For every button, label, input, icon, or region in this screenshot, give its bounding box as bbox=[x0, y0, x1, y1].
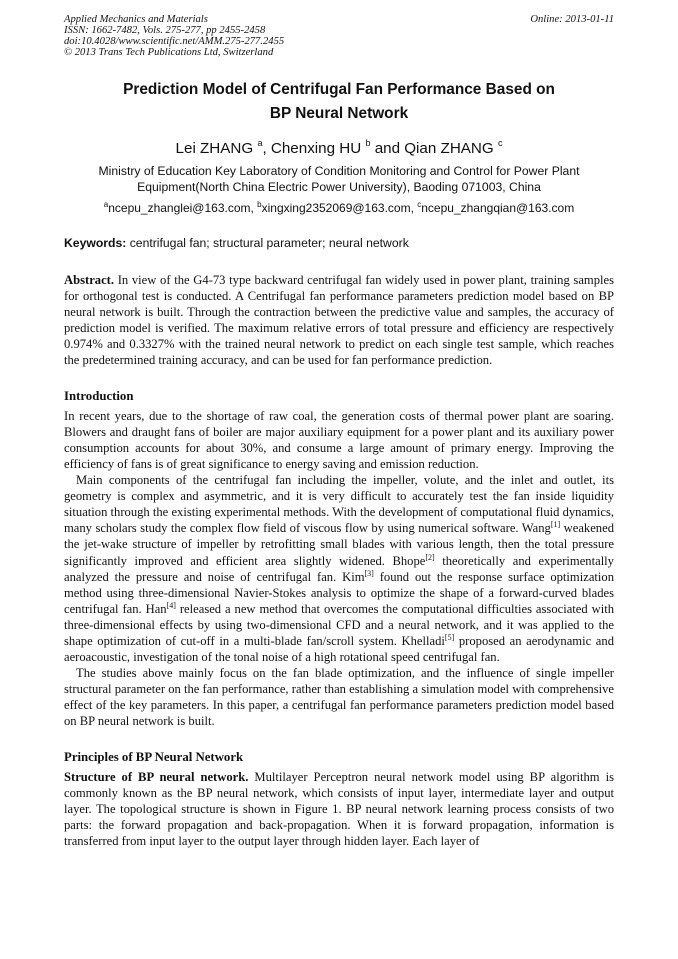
keywords-label: Keywords: bbox=[64, 236, 127, 250]
title-line-2: BP Neural Network bbox=[269, 105, 409, 122]
affiliation bbox=[64, 163, 614, 195]
author-1: Lei ZHANG bbox=[175, 140, 254, 158]
author-list bbox=[64, 139, 614, 157]
citation-3: [3] bbox=[364, 568, 374, 578]
citation-1: [1] bbox=[550, 520, 561, 530]
citation-5: [5] bbox=[444, 632, 455, 642]
abstract bbox=[64, 272, 614, 369]
keywords bbox=[64, 236, 614, 250]
keywords-text: centrifugal fan; structural parameter; neural network bbox=[126, 236, 409, 250]
citation-4: [4] bbox=[166, 600, 176, 610]
copyright-line: © 2013 Trans Tech Publications Ltd, Switzerland bbox=[64, 47, 274, 58]
section-heading-introduction: Introduction bbox=[64, 388, 134, 403]
email-3-mark: c bbox=[417, 200, 422, 209]
doi-line: doi:10.4028/www.scientific.net/AMM.275-277.2455 bbox=[64, 36, 285, 47]
email-1-mark: a bbox=[103, 200, 109, 209]
author-3: and Qian ZHANG bbox=[370, 140, 494, 158]
author-3-mark: c bbox=[497, 138, 503, 148]
email-2: xingxing2352069@163.com, bbox=[261, 201, 418, 215]
citation-2: [2] bbox=[425, 552, 435, 562]
author-emails bbox=[64, 200, 614, 215]
affiliation-line-1: Ministry of Education Key Laboratory of Condition Monitoring and Control for Power Plant bbox=[98, 164, 580, 178]
body-text bbox=[64, 272, 614, 849]
email-1: ncepu_zhanglei@163.com, bbox=[108, 201, 258, 215]
intro-paragraph-2 bbox=[64, 472, 614, 665]
journal-name: Applied Mechanics and Materials bbox=[64, 14, 208, 25]
issn-line: ISSN: 1662-7482, Vols. 275-277, pp 2455-2458 bbox=[64, 25, 266, 36]
title-line-1: Prediction Model of Centrifugal Fan Performance Based on bbox=[123, 81, 555, 98]
intro-p2-text: proposed an aerodynamic and aeroacoustic, investigation of the tonal noise of a high rotational speed centrifugal fan. bbox=[64, 633, 614, 665]
online-date: Online: 2013-01-11 bbox=[530, 14, 614, 25]
author-2-mark: b bbox=[365, 138, 371, 148]
structure-label: Structure of BP neural network. bbox=[64, 769, 249, 784]
intro-paragraph-1: In recent years, due to the shortage of raw coal, the generation costs of thermal power plant are soaring. Blowers and draught fans of boiler are major auxiliary equipment for a power plant and its auxiliary power consumption accounts for about 30%, and consume a large amount of primary energy. Improving the efficiency of fans is of great significance to energy saving and emission reduction. bbox=[64, 408, 614, 471]
email-3: ncepu_zhangqian@163.com bbox=[421, 201, 575, 215]
author-2: , Chenxing HU bbox=[262, 140, 362, 158]
intro-p2-text: Main components of the centrifugal fan including the impeller, volute, and the inlet and outlet, its geometry is complex and asymmetric, and it is very difficult to accurately test the fan inside liquidity situation through the existing experimental methods. With the development of computational fluid dynamics, many scholars study the complex flow field of viscous flow by using numerical software. Wang bbox=[64, 473, 614, 536]
structure-text: Multilayer Perceptron neural network model using BP algorithm is commonly known as the BP neural network, which consists of input layer, intermediate layer and output layer. The topological structure is shown in Figure 1. BP neural network learning process consists of two parts: the forward propagation and back-propagation. When it is forward propagation, information is transferred from input layer to the output layer through hidden layer. Each layer of bbox=[64, 769, 614, 848]
intro-paragraph-3: The studies above mainly focus on the fan blade optimization, and the influence of single impeller structural parameter on the fan performance, rather than establishing a simulation model with comprehensive effect of the key parameters. In this paper, a centrifugal fan performance parameters prediction model based on BP neural network is built. bbox=[64, 666, 614, 729]
structure-paragraph bbox=[64, 769, 614, 849]
intro-p2-text: theoretically and experimentally analyzed the pressure and noise of centrifugal fan. Kim bbox=[64, 553, 614, 584]
intro-p2-text: found out the response surface optimization method using three-dimensional Navier-Stokes analysis to optimize the shape of a forward-curved blades centrifugal fan. Han bbox=[64, 569, 614, 616]
email-2-mark: b bbox=[257, 200, 262, 209]
affiliation-line-2: Equipment(North China Electric Power University), Baoding 071003, China bbox=[137, 180, 541, 194]
intro-p2-text: released a new method that overcomes the computational difficulties associated with three-dimensional effects by using two-dimensional CFD and a neural network, and it was applied to the shape optimization of cut-off in a multi-blade fan/scroll system. Khelladi bbox=[64, 601, 614, 648]
journal-header bbox=[64, 14, 614, 58]
abstract-label: Abstract. bbox=[64, 273, 115, 287]
section-heading-principles: Principles of BP Neural Network bbox=[64, 749, 244, 764]
intro-p2-text: weakened the jet-wake structure of impeller by retrofitting small blades with various length, then the total pressure significantly improved and efficient area slightly widened. Bhope bbox=[64, 521, 614, 568]
author-1-mark: a bbox=[257, 138, 263, 148]
abstract-text: In view of the G4-73 type backward centrifugal fan widely used in power plant, training samples for orthogonal test is conducted. A Centrifugal fan performance parameters prediction model based on BP neural network is built. Through the contraction between the predictive value and samples, the accuracy of prediction model is verified. The maximum relative errors of total pressure and efficiency are respectively 0.974% and 0.3327% with the trained neural network to predict on each single test sample, which reaches the predetermined training accuracy, and can be used for fan performance prediction. bbox=[64, 273, 614, 368]
paper-title bbox=[64, 78, 614, 126]
